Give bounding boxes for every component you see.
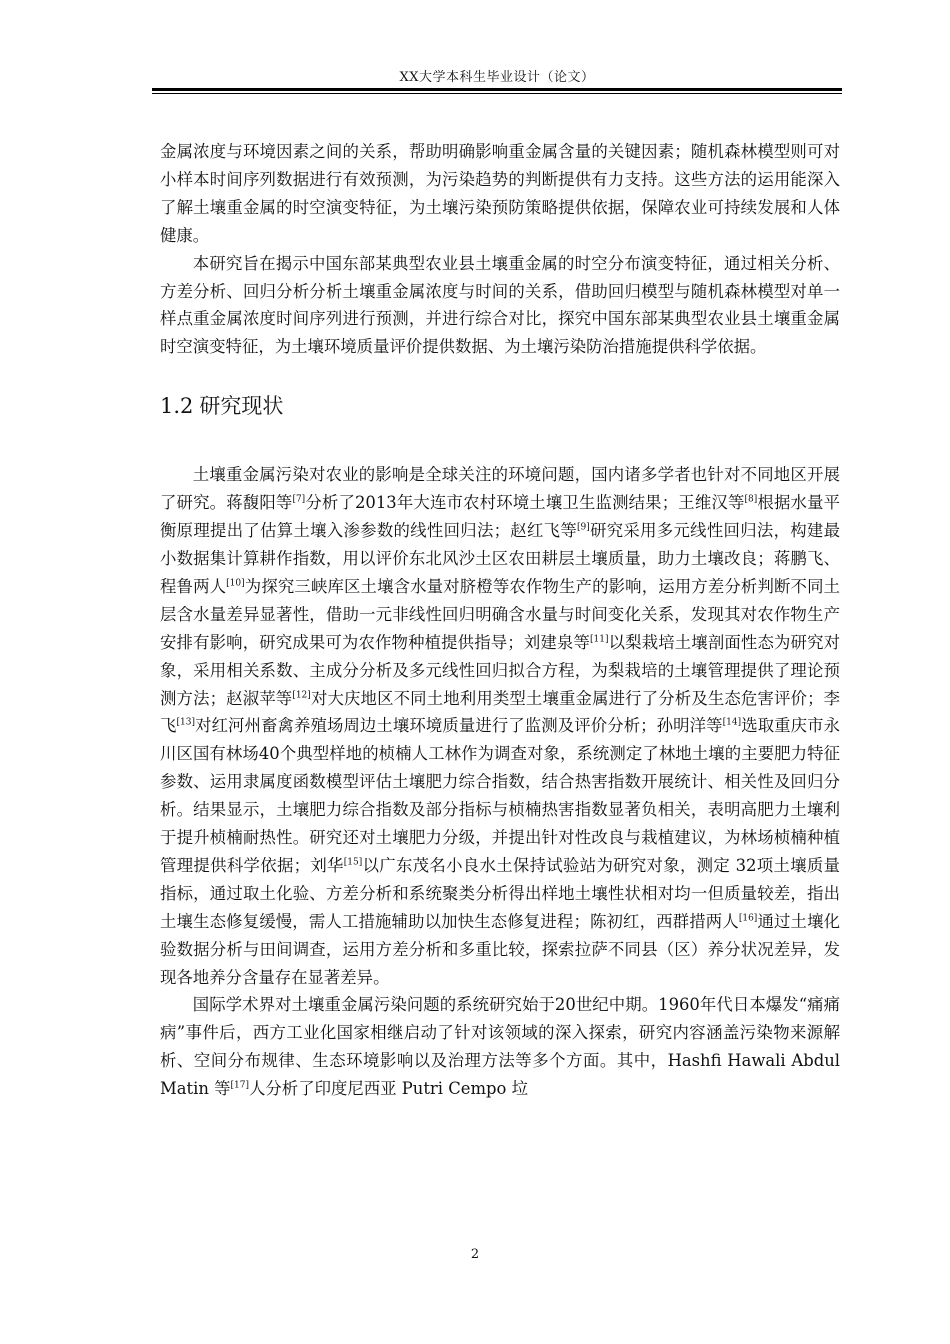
citation-ref: [9] (577, 522, 590, 533)
citation-ref: [10] (226, 578, 245, 589)
paragraph-domestic-research (160, 461, 840, 991)
paragraph-research-aim: 本研究旨在揭示中国东部某典型农业县土壤重金属的时空分布演变特征，通过相关分析、方差分析、回归分析分析土壤重金属浓度与时间的关系，借助回归模型与随机森林模型对单一样点重金属浓度时间序列进行预测，并进行综合对比，探究中国东部某典型农业县土壤重金属时空演变特征，为土壤环境质量评价提供数据、为土壤污染防治措施提供科学依据。 (160, 253, 840, 357)
text-segment: 以广东茂名小良水土保持试验站为研究对象，测定 32项土壤质量指标，通过取土化验、方差分析和系统聚类分析得出样地土壤性状相对均一但质量较差，指出土壤生态修复缓慢，需人工措施辅助以加快生态修复进程；陈初红，西群措两人 (160, 855, 840, 931)
page-number: 2 (470, 1247, 480, 1262)
text-segment: 对大庆地区不同土地利用类型土壤重金属进行了分析及生态危害评价；李飞 (160, 688, 841, 736)
text-segment: 国际学术界对土壤重金属污染问题的系统研究始于20世纪中期。1960年代日本爆发“痛痛病”事件后，西方工业化国家相继启动了针对该领域的深入探索，研究内容涵盖污染物来源解析、空间分布规律、生态环境影响以及治理方法等多个方面。其中，Hashfi Hawali Abdul Matin 等 (160, 995, 840, 1099)
text-segment: 分析了2013年大连市农村环境土壤卫生监测结果；王维汉等 (305, 493, 745, 513)
text-segment: 对红河州畜禽养殖场周边土壤环境质量进行了监测及评价分析；孙明洋等 (194, 716, 723, 736)
page-header: XX大学本科生毕业设计（论文） (399, 70, 595, 85)
citation-ref: [13] (176, 717, 195, 728)
citation-ref: [11] (589, 634, 609, 645)
text-segment: 以梨栽培土壤剖面性态为研究对象，采用相关系数、主成分分析及多元线性回归拟合方程，为梨栽培的土壤管理提供了理论预测方法；赵淑苹等 (160, 632, 840, 708)
citation-ref: [12] (292, 690, 311, 701)
text-segment: 为探究三峡库区土壤含水量对脐橙等农作物生产的影响，运用方差分析判断不同土层含水量差异显著性，借助一元非线性回归明确含水量与时间变化关系，发现其对农作物生产安排有影响，研究成果可为农作物种植提供指导；刘建泉等 (160, 576, 841, 652)
text-segment: 根据水量平衡原理提出了估算土壤入渗参数的线性回归法；赵红飞等 (160, 493, 841, 541)
header-rule-thick (152, 88, 842, 91)
section-title: 研究现状 (199, 394, 284, 419)
header-rule-thin (152, 93, 842, 94)
text-segment: 土壤重金属污染对农业的影响是全球关注的环境问题，国内诸多学者也针对不同地区开展了研究。蒋馥阳等 (160, 465, 840, 513)
paragraph-methods-continued: 金属浓度与环境因素之间的关系，帮助明确影响重金属含量的关键因素；随机森林模型则可对小样本时间序列数据进行有效预测，为污染趋势的判断提供有力支持。这些方法的运用能深入了解土壤重金属的时空演变特征，为土壤污染预防策略提供依据，保障农业可持续发展和人体健康。 (160, 142, 840, 245)
section-number: 1.2 (160, 394, 194, 419)
citation-ref: [8] (744, 494, 758, 505)
text-segment: 研究采用多元线性回归法，构建最小数据集计算耕作指数，用以评价东北风沙土区农田耕层土壤质量，助力土壤改良；蒋鹏飞、程鲁两人 (160, 521, 840, 596)
citation-ref: [17] (230, 1080, 250, 1091)
citation-ref: [7] (292, 494, 306, 505)
text-segment: 通过土壤化验数据分析与田间调查，运用方差分析和多重比较，探索拉萨不同县（区）养分状况差异，发现各地养分含量存在显著差异。 (160, 911, 841, 987)
citation-ref: [15] (343, 857, 363, 868)
text-segment: 人分析了印度尼西亚 Putri Cempo 垃 (249, 1079, 528, 1099)
page-body (160, 138, 840, 1103)
paragraph-international-research (160, 991, 840, 1103)
citation-ref: [14] (722, 717, 742, 728)
text-segment: 选取重庆市永川区国有林场40个典型样地的桢楠人工林作为调查对象，系统测定了林地土壤的主要肥力特征参数、运用隶属度函数模型评估土壤肥力综合指数，结合热害指数开展统计、相关性及回归分析。结果显示，土壤肥力综合指数及部分指标与桢楠热害指数显著负相关，表明高肥力土壤利于提升桢楠耐热性。研究还对土壤肥力分级，并提出针对性改良与栽植建议，为林场桢楠种植管理提供科学依据；刘华 (160, 716, 841, 875)
citation-ref: [16] (738, 913, 758, 924)
section-heading (160, 391, 840, 421)
